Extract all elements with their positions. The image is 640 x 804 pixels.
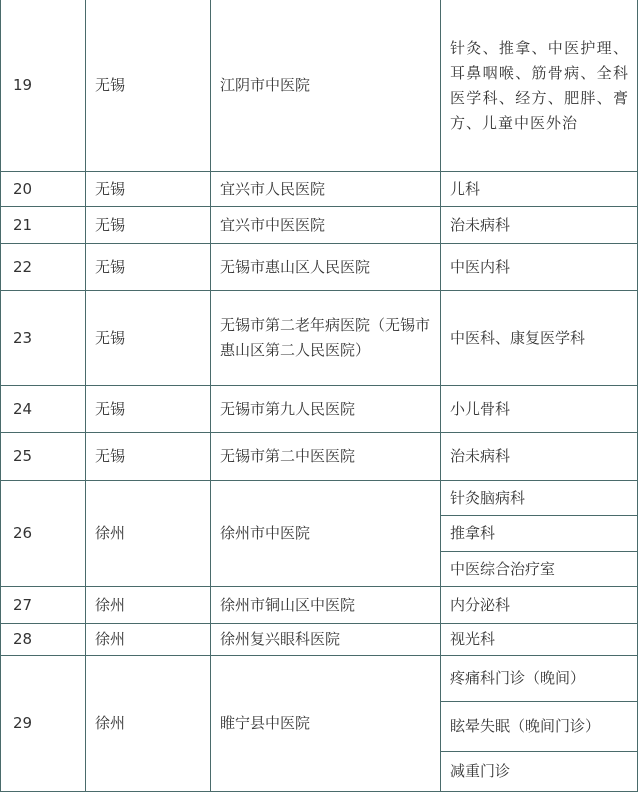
hospital-cell: 徐州复兴眼科医院 (211, 624, 441, 656)
table-row (1, 291, 638, 386)
row-number: 21 (1, 207, 86, 244)
city-cell: 徐州 (86, 656, 211, 792)
table-row (1, 0, 638, 172)
specialty-cell: 儿科 (441, 172, 638, 207)
table-row (1, 386, 638, 433)
hospital-cell: 无锡市惠山区人民医院 (211, 244, 441, 291)
row-number: 23 (1, 291, 86, 386)
table-row (1, 481, 638, 516)
row-number: 24 (1, 386, 86, 433)
specialty-cell: 疼痛科门诊（晚间） (441, 656, 638, 702)
hospital-cell: 无锡市第二老年病医院（无锡市惠山区第二人民医院） (211, 291, 441, 386)
specialty-cell: 针灸脑病科 (441, 481, 638, 516)
city-cell: 徐州 (86, 481, 211, 587)
specialty-cell: 推拿科 (441, 516, 638, 552)
specialty-cell: 治未病科 (441, 433, 638, 481)
specialty-cell: 小儿骨科 (441, 386, 638, 433)
city-cell: 徐州 (86, 624, 211, 656)
specialty-cell: 针灸、推拿、中医护理、耳鼻咽喉、筋骨病、全科医学科、经方、肥胖、膏方、儿童中医外治 (441, 0, 638, 172)
hospital-cell: 宜兴市中医医院 (211, 207, 441, 244)
specialty-cell: 治未病科 (441, 207, 638, 244)
hospital-cell: 无锡市第九人民医院 (211, 386, 441, 433)
specialty-cell: 减重门诊 (441, 752, 638, 792)
row-number: 26 (1, 481, 86, 587)
city-cell: 无锡 (86, 244, 211, 291)
city-cell: 无锡 (86, 291, 211, 386)
row-number: 19 (1, 0, 86, 172)
table-row (1, 244, 638, 291)
table-row (1, 207, 638, 244)
specialty-cell: 内分泌科 (441, 587, 638, 624)
hospital-cell: 江阴市中医院 (211, 0, 441, 172)
row-number: 20 (1, 172, 86, 207)
hospital-cell: 徐州市铜山区中医院 (211, 587, 441, 624)
specialty-cell: 中医内科 (441, 244, 638, 291)
row-number: 29 (1, 656, 86, 792)
city-cell: 徐州 (86, 587, 211, 624)
hospital-cell: 徐州市中医院 (211, 481, 441, 587)
specialty-cell: 眩晕失眠（晚间门诊） (441, 702, 638, 752)
specialty-cell: 视光科 (441, 624, 638, 656)
specialty-cell: 中医综合治疗室 (441, 552, 638, 587)
table-row (1, 172, 638, 207)
row-number: 22 (1, 244, 86, 291)
table-row (1, 433, 638, 481)
table-row (1, 624, 638, 656)
row-number: 25 (1, 433, 86, 481)
city-cell: 无锡 (86, 433, 211, 481)
city-cell: 无锡 (86, 0, 211, 172)
city-cell: 无锡 (86, 207, 211, 244)
hospital-cell: 无锡市第二中医医院 (211, 433, 441, 481)
table-row (1, 656, 638, 702)
hospital-cell: 睢宁县中医院 (211, 656, 441, 792)
city-cell: 无锡 (86, 172, 211, 207)
specialty-cell: 中医科、康复医学科 (441, 291, 638, 386)
row-number: 27 (1, 587, 86, 624)
city-cell: 无锡 (86, 386, 211, 433)
row-number: 28 (1, 624, 86, 656)
table-row (1, 587, 638, 624)
hospital-cell: 宜兴市人民医院 (211, 172, 441, 207)
